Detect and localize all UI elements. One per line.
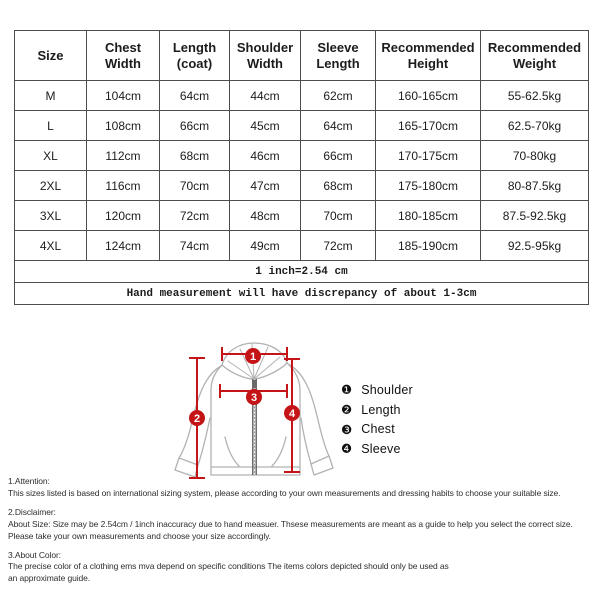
cell-weight: 62.5-70kg <box>481 111 589 141</box>
cell-weight: 55-62.5kg <box>481 81 589 111</box>
col-header-sleeve-length: Sleeve Length <box>301 31 376 81</box>
cell-length: 66cm <box>160 111 230 141</box>
info-sections <box>8 476 596 592</box>
col-header-shoulder-width: Shoulder Width <box>230 31 301 81</box>
cell-size: M <box>15 81 87 111</box>
cell-sleeve: 72cm <box>301 231 376 261</box>
cell-chest: 108cm <box>87 111 160 141</box>
cell-shoulder: 45cm <box>230 111 301 141</box>
svg-text:1: 1 <box>249 351 257 363</box>
circled-4-icon: ❹ <box>341 441 353 457</box>
note-row-inch <box>15 261 589 283</box>
cell-sleeve: 70cm <box>301 201 376 231</box>
section-line: This sizes listed is based on international sizing system, please according to your own measurements and dressing habits to choose your suitable size. <box>8 487 561 498</box>
cell-sleeve: 62cm <box>301 81 376 111</box>
cell-size: 2XL <box>15 171 87 201</box>
about-color-section <box>8 550 596 586</box>
cell-size: 3XL <box>15 201 87 231</box>
right-pocket <box>272 437 286 466</box>
col-header-chest-width: Chest Width <box>87 31 160 81</box>
callout-3-badge <box>246 389 262 405</box>
left-pocket <box>225 437 239 466</box>
cell-shoulder: 44cm <box>230 81 301 111</box>
cell-height: 180-185cm <box>376 201 481 231</box>
section-title: 3.About Color: <box>8 549 61 560</box>
cell-weight: 92.5-95kg <box>481 231 589 261</box>
cell-chest: 124cm <box>87 231 160 261</box>
cell-size: L <box>15 111 87 141</box>
callout-1-badge <box>245 348 261 364</box>
svg-text:3: 3 <box>250 392 258 404</box>
cell-sleeve: 68cm <box>301 171 376 201</box>
size-row-4xl <box>15 231 589 261</box>
cell-weight: 80-87.5kg <box>481 171 589 201</box>
section-line: an approximate guide. <box>8 573 91 584</box>
cell-length: 74cm <box>160 231 230 261</box>
col-header-length-coat: Length (coat) <box>160 31 230 81</box>
hood-collar <box>222 363 287 379</box>
section-title: 1.Attention: <box>8 476 50 486</box>
cell-length: 72cm <box>160 201 230 231</box>
circled-2-icon: ❷ <box>341 402 353 418</box>
cell-height: 175-180cm <box>376 171 481 201</box>
col-header-recommended-height: Recommended Height <box>376 31 481 81</box>
attention-section <box>8 476 596 500</box>
section-line: The precise color of a clothing ems mva depend on specific conditions The items colors depicted should only be used as <box>8 561 449 572</box>
legend-item-shoulder <box>341 380 413 400</box>
cell-length: 68cm <box>160 141 230 171</box>
circled-1-icon: ❶ <box>341 382 353 398</box>
size-row-2xl <box>15 171 589 201</box>
cell-shoulder: 49cm <box>230 231 301 261</box>
cell-length: 70cm <box>160 171 230 201</box>
callout-2-badge <box>189 410 205 426</box>
section-line: About Size: Size may be 2.54cm / 1inch inaccuracy due to hand measuer. Thsese measurements are meant as a guide to help you select the correct size. <box>8 518 573 529</box>
svg-text:2: 2 <box>193 413 201 425</box>
section-title: 2.Disclaimer: <box>8 506 56 517</box>
legend-label: Chest <box>361 422 395 437</box>
cell-chest: 116cm <box>87 171 160 201</box>
cell-height: 160-165cm <box>376 81 481 111</box>
cell-size: XL <box>15 141 87 171</box>
size-row-xl <box>15 141 589 171</box>
cell-chest: 104cm <box>87 81 160 111</box>
circled-3-icon: ❸ <box>341 421 353 437</box>
legend-label: Sleeve <box>361 441 401 456</box>
cell-height: 185-190cm <box>376 231 481 261</box>
measurement-legend <box>341 380 413 459</box>
svg-text:4: 4 <box>288 408 296 420</box>
col-header-recommended-weight: Recommended Weight <box>481 31 589 81</box>
cell-weight: 70-80kg <box>481 141 589 171</box>
disclaimer-section <box>8 507 596 543</box>
section-line: Please take your own measurements and choose your size accordingly. <box>8 530 271 541</box>
callout-4-badge <box>284 405 300 421</box>
cell-shoulder: 46cm <box>230 141 301 171</box>
cell-length: 64cm <box>160 81 230 111</box>
legend-item-sleeve <box>341 439 413 459</box>
cell-weight: 87.5-92.5kg <box>481 201 589 231</box>
jacket-measurement-diagram <box>153 334 348 486</box>
cell-height: 165-170cm <box>376 111 481 141</box>
cell-shoulder: 48cm <box>230 201 301 231</box>
size-row-m <box>15 81 589 111</box>
zipper-slider <box>252 380 257 388</box>
cell-shoulder: 47cm <box>230 171 301 201</box>
col-header-size: Size <box>15 31 87 81</box>
cell-chest: 112cm <box>87 141 160 171</box>
legend-label: Shoulder <box>361 382 413 397</box>
cell-height: 170-175cm <box>376 141 481 171</box>
cell-sleeve: 66cm <box>301 141 376 171</box>
legend-label: Length <box>361 402 401 417</box>
size-table <box>14 30 589 305</box>
header-row <box>15 31 589 81</box>
measurement-discrepancy-note: Hand measurement will have discrepancy of about 1-3cm <box>15 283 589 305</box>
inch-conversion-note: 1 inch=2.54 cm <box>15 261 589 283</box>
legend-item-length <box>341 400 413 420</box>
cell-chest: 120cm <box>87 201 160 231</box>
cell-sleeve: 64cm <box>301 111 376 141</box>
legend-item-chest <box>341 419 413 439</box>
cell-size: 4XL <box>15 231 87 261</box>
size-row-l <box>15 111 589 141</box>
size-row-3xl <box>15 201 589 231</box>
note-row-discrepancy <box>15 283 589 305</box>
